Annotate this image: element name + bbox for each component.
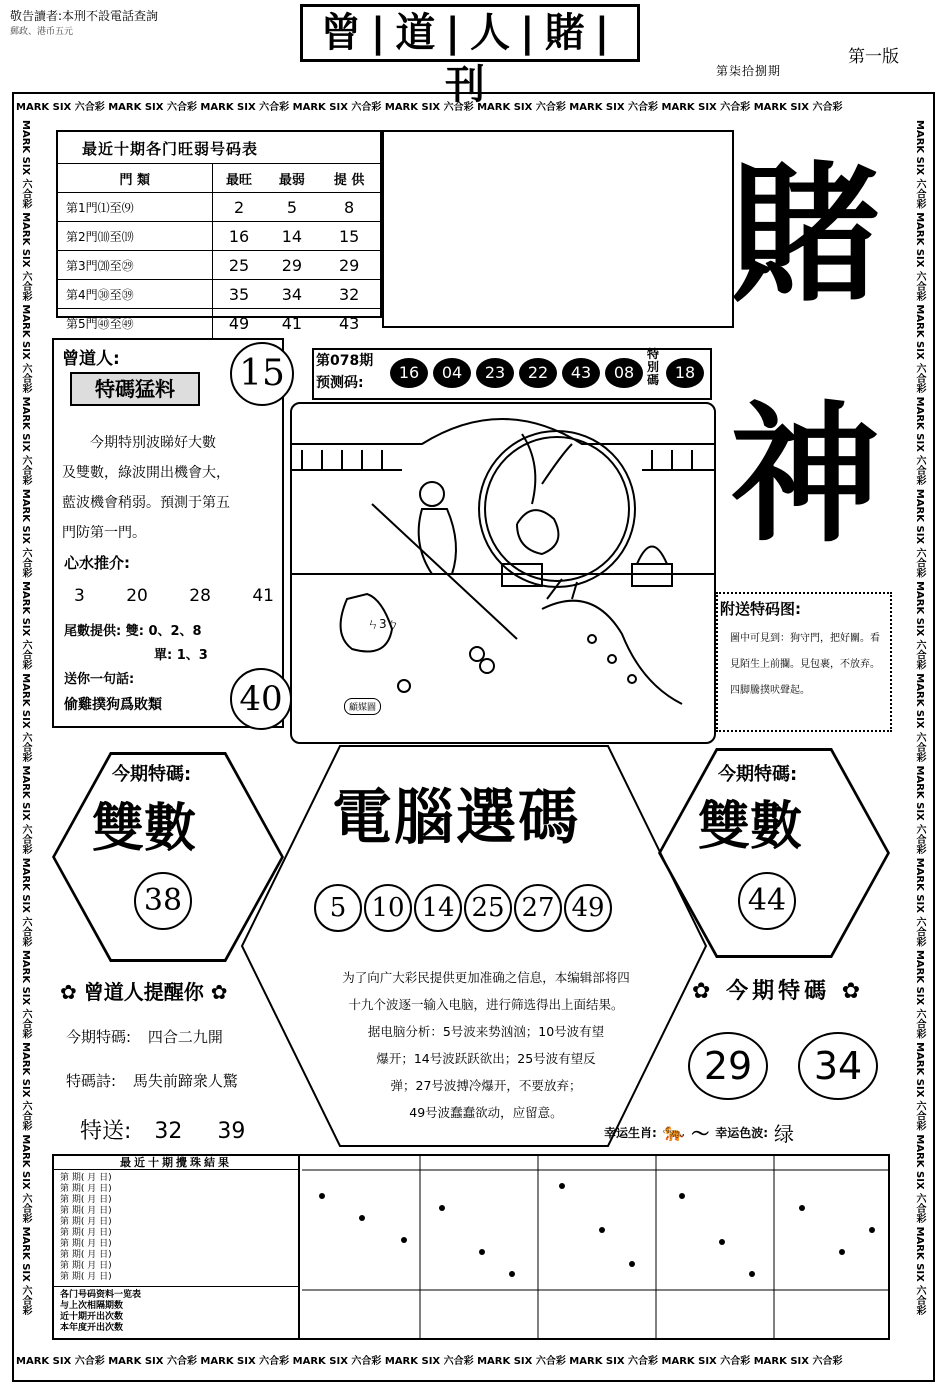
reminder-line3	[80, 1114, 245, 1145]
top-band: MARK SIX 六合彩 MARK SIX 六合彩 MARK SIX 六合彩 MARK SIX 六合彩 MARK SIX 六合彩 MARK SIX 六合彩 MARK SIX 六合彩 MARK SIX 六合彩 MARK SIX 六合彩	[16, 102, 843, 113]
title-char-god: 神	[730, 387, 881, 563]
phrase: 偷雞撲狗爲敗類	[64, 697, 162, 713]
issue-label: 第柒拾捌期	[716, 64, 782, 78]
reminder-line2	[66, 1070, 238, 1091]
heart-numbers	[74, 586, 274, 606]
special-ball: 18	[666, 358, 704, 388]
table-row	[58, 280, 380, 309]
results-table	[52, 1154, 890, 1340]
gate-table-title: 最近十期各门旺弱号码表	[82, 140, 259, 158]
hex-right-label: 今期特碼:	[718, 764, 798, 785]
gate-cell: 29	[266, 251, 319, 280]
special-right-title-row	[692, 974, 864, 1005]
results-footer-row: 近十期开出次数	[60, 1312, 124, 1322]
side-box-title: 附送特码图:	[720, 600, 801, 618]
paragraph-line: 及雙數，綠波開出機會大，	[62, 465, 230, 481]
results-row: 第 期( 月 日)	[60, 1195, 112, 1205]
gate-table	[56, 130, 382, 333]
gate-cell: 43	[318, 309, 380, 338]
blank-box	[382, 130, 734, 328]
gate-cell: 41	[266, 309, 319, 338]
reminder-line1-value: 四合二九開	[147, 1028, 223, 1046]
results-title: 最近十期攪珠結果	[54, 1156, 298, 1170]
prediction-issue: 第078期	[316, 353, 374, 369]
computer-text-line: 弹；27号波搏冷爆开，不要放弃；	[390, 1078, 582, 1093]
title-char-gamble: 賭	[730, 147, 881, 323]
special-right-number: 29	[688, 1032, 768, 1100]
circle-number-top: 15	[230, 342, 294, 406]
reminder-line1-label: 今期特碼:	[66, 1028, 132, 1046]
prediction-ball: 22	[519, 358, 557, 388]
reminder-number: 32	[154, 1119, 183, 1144]
reminder-line2-value: 馬失前蹄衆人驚	[132, 1072, 238, 1090]
gate-cell: 34	[266, 280, 319, 309]
gate-cell: 5	[266, 193, 319, 222]
gate-cell: 35	[212, 280, 266, 309]
computer-number: 14	[414, 884, 462, 932]
results-left	[54, 1156, 300, 1340]
hex-right-value: 雙數	[698, 797, 803, 857]
computer-text-line: 十九个波逐一输入电脑，进行筛选得出上面结果。	[348, 997, 624, 1012]
tiger-icon: 🐅	[662, 1122, 686, 1143]
prediction-label: 预测码:	[316, 375, 364, 391]
paragraph-line: 藍波機會稍弱。預測于第五	[62, 495, 230, 511]
hex-left-number: 38	[134, 872, 192, 930]
computer-number: 49	[564, 884, 612, 932]
prediction-ball: 23	[476, 358, 514, 388]
reminder-line2-label: 特碼詩:	[66, 1072, 117, 1090]
prediction-ball: 08	[605, 358, 643, 388]
prediction-labels	[316, 350, 373, 394]
computer-number: 25	[464, 884, 512, 932]
notice	[10, 8, 158, 40]
gate-header: 門 類	[58, 164, 212, 193]
results-row: 第 期( 月 日)	[60, 1228, 112, 1238]
computer-number: 5	[314, 884, 362, 932]
banner: 特碼猛料	[70, 372, 200, 406]
table-row	[58, 251, 380, 280]
gate-cell: 第3門⒇至㉙	[58, 251, 212, 280]
flower-icon: ✿	[841, 979, 865, 1004]
gate-header: 提 供	[318, 164, 380, 193]
masthead: 曾|道|人|賭|刊	[300, 4, 640, 62]
flower-icon: ✿	[60, 980, 77, 1004]
table-row	[58, 193, 380, 222]
flower-icon: ✿	[692, 979, 715, 1004]
gate-header: 最旺	[212, 164, 266, 193]
reminder-title-row	[60, 976, 227, 1005]
prediction-ball: 04	[433, 358, 471, 388]
hex-left-label: 今期特碼:	[112, 764, 192, 785]
left-band: MARK SIX 六合彩 MARK SIX 六合彩 MARK SIX 六合彩 MARK SIX 六合彩 MARK SIX 六合彩 MARK SIX 六合彩 MARK SIX 六合彩 MARK SIX 六合彩 MARK SIX 六合彩 MARK SIX 六合彩 MARK SIX 六合彩 MARK SIX 六合彩 MARK SIX 六合彩	[20, 120, 31, 1316]
gate-cell: 15	[318, 222, 380, 251]
prediction-ball: 43	[562, 358, 600, 388]
reminder-number: 39	[217, 1119, 246, 1144]
lucky-zodiac-label: 幸运生肖:	[604, 1126, 657, 1140]
hex-right-number: 44	[738, 872, 796, 930]
gate-cell: 第4門㉚至㊴	[58, 280, 212, 309]
gate-cell: 25	[212, 251, 266, 280]
gate-table-grid	[58, 163, 380, 338]
results-rows	[54, 1170, 298, 1280]
results-row: 第 期( 月 日)	[60, 1217, 112, 1227]
right-band: MARK SIX 六合彩 MARK SIX 六合彩 MARK SIX 六合彩 MARK SIX 六合彩 MARK SIX 六合彩 MARK SIX 六合彩 MARK SIX 六合彩 MARK SIX 六合彩 MARK SIX 六合彩 MARK SIX 六合彩 MARK SIX 六合彩 MARK SIX 六合彩 MARK SIX 六合彩	[914, 120, 925, 1316]
special-label: 特別碼	[647, 347, 660, 387]
results-row: 第 期( 月 日)	[60, 1239, 112, 1249]
notice-line2: 郵政、港币五元	[10, 27, 74, 37]
results-dots	[319, 1183, 875, 1277]
computer-text-line: 49号波蠢蠢欲动，应留意。	[409, 1105, 563, 1120]
tail-line2: 單: 1、3	[154, 648, 208, 663]
paragraph-line: 門防第一門。	[62, 525, 146, 541]
illustration	[290, 402, 716, 744]
results-row: 第 期( 月 日)	[60, 1173, 112, 1183]
heart-number: 3	[74, 586, 85, 606]
side-box-text: 圖中可見到：狗守門，把好關。看見陌生上前攔。見包裹，不放弃。四脚騰撲吠聲起。	[730, 633, 880, 696]
results-row: 第 期( 月 日)	[60, 1206, 112, 1216]
table-row	[58, 309, 380, 338]
author-label: 曾道人:	[62, 349, 120, 369]
results-grid	[302, 1156, 888, 1340]
illustration-drawing	[292, 404, 714, 742]
gate-cell: 第1門⑴至⑼	[58, 193, 212, 222]
illustration-stamp: 顧媒圖	[344, 698, 381, 715]
reminder-line3-label: 特送:	[80, 1119, 132, 1144]
computer-text-line: 为了向广大彩民提供更加准确之信息，本编辑部将四	[342, 970, 630, 985]
paragraph-line: 今期特別波睇好大數	[90, 435, 216, 451]
gate-cell: 29	[318, 251, 380, 280]
lucky-color-label: 幸运色波:	[715, 1126, 769, 1140]
lucky-color: 绿	[774, 1122, 795, 1146]
gate-cell: 14	[266, 222, 319, 251]
computer-number: 10	[364, 884, 412, 932]
gate-cell: 第2門⑽至⒆	[58, 222, 212, 251]
special-right-number: 34	[798, 1032, 878, 1100]
reminder-line1	[66, 1026, 223, 1047]
results-row: 第 期( 月 日)	[60, 1250, 112, 1260]
results-row: 第 期( 月 日)	[60, 1272, 112, 1282]
heart-number: 20	[126, 586, 148, 606]
heart-label: 心水推介:	[64, 554, 130, 572]
phrase-label: 送你一句話:	[64, 672, 135, 687]
circle-number-bottom: 40	[230, 668, 292, 730]
gate-cell: 16	[212, 222, 266, 251]
snake-icon: 〜	[691, 1123, 710, 1145]
computer-text	[296, 964, 676, 1126]
edition-label: 第一版	[848, 47, 899, 67]
computer-number: 27	[514, 884, 562, 932]
computer-text-line: 据电脑分析：5号波来势汹汹；10号波有望	[367, 1024, 605, 1039]
computer-numbers	[314, 884, 612, 932]
bottom-band: MARK SIX 六合彩 MARK SIX 六合彩 MARK SIX 六合彩 MARK SIX 六合彩 MARK SIX 六合彩 MARK SIX 六合彩 MARK SIX 六合彩 MARK SIX 六合彩 MARK SIX 六合彩	[16, 1356, 843, 1367]
flower-icon: ✿	[210, 980, 228, 1004]
prediction-ball: 16	[390, 358, 428, 388]
hex-left-value: 雙數	[92, 799, 197, 859]
gate-cell: 第5門㊵至㊾	[58, 309, 212, 338]
results-row: 第 期( 月 日)	[60, 1184, 112, 1194]
reminder-title: 曾道人提醒你	[83, 980, 204, 1004]
special-right-title: 今期特碼	[726, 979, 831, 1004]
gate-cell: 49	[212, 309, 266, 338]
results-footer-row: 与上次相隔期数	[60, 1301, 124, 1311]
gate-header: 最弱	[266, 164, 319, 193]
results-row: 第 期( 月 日)	[60, 1261, 112, 1271]
computer-text-line: 爆开；14号波跃跃欲出；25号波有望反	[376, 1051, 596, 1066]
tail-line1: 尾數提供: 雙: 0、2、8	[64, 624, 202, 639]
left-paragraph	[62, 428, 276, 548]
results-footer	[54, 1286, 298, 1331]
heart-number: 28	[189, 586, 211, 606]
prediction-numbers	[390, 358, 643, 388]
bag-text: ㄣ3ㄅ	[367, 617, 399, 631]
table-row	[58, 222, 380, 251]
heart-number: 41	[252, 586, 274, 606]
computer-title: 電腦選碼	[332, 783, 580, 853]
results-footer-row: 本年度开出次数	[60, 1323, 124, 1333]
gate-cell: 32	[318, 280, 380, 309]
lucky-row	[604, 1118, 794, 1147]
gate-cell: 8	[318, 193, 380, 222]
gate-cell: 2	[212, 193, 266, 222]
results-footer-row: 各门号码资料一览表	[60, 1290, 142, 1300]
notice-line1: 敬告讀者:本刑不設電話查詢	[10, 9, 159, 23]
